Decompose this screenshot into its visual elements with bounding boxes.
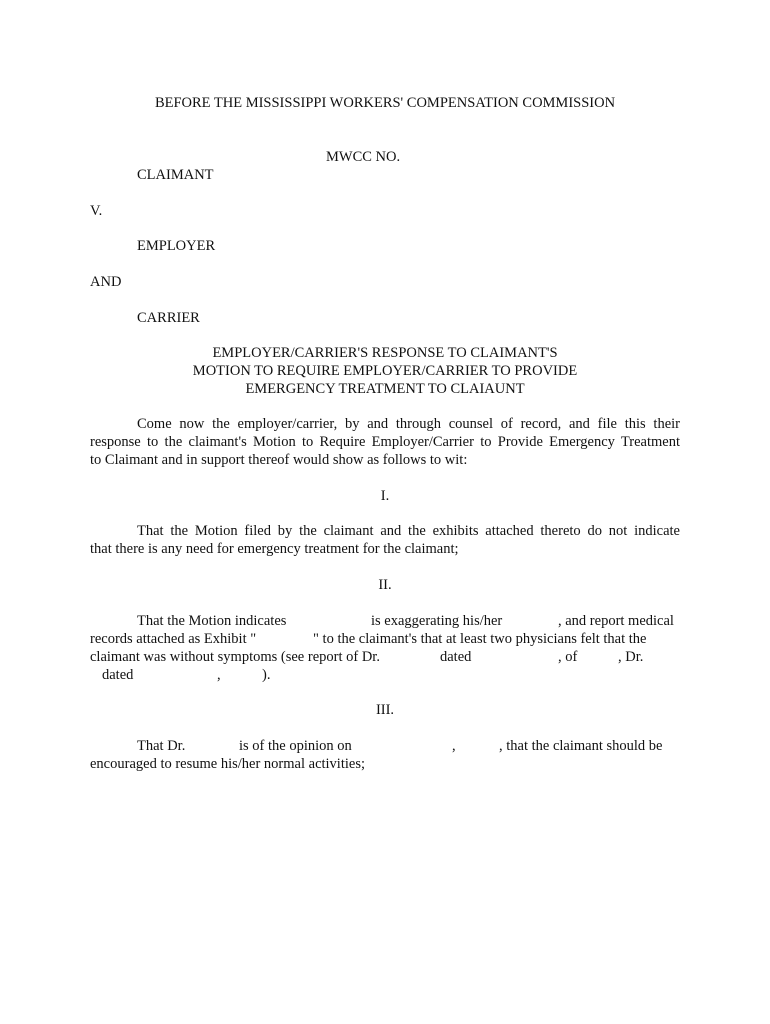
section-2-line-3 — [90, 648, 680, 666]
section-2-text: , and report medical — [558, 613, 674, 629]
party-employer: EMPLOYER — [137, 238, 216, 254]
document-title — [90, 344, 680, 398]
section-2-text: " to the claimant's that at least two physicians felt that the — [313, 631, 647, 647]
intro-line: response to the claimant's Motion to Require Employer/Carrier to Provide Emergency Treatment — [90, 434, 680, 450]
section-2-text: is exaggerating his/her — [371, 613, 503, 629]
section-1-line: that there is any need for emergency treatment for the claimant; — [90, 541, 459, 557]
case-number-label: MWCC NO. — [326, 149, 401, 165]
section-2-line-2 — [90, 630, 680, 648]
section-3-text: That Dr. — [137, 738, 186, 754]
section-2-line-1 — [90, 612, 680, 630]
title-line: EMERGENCY TREATMENT TO CLAIAUNT — [245, 381, 525, 397]
section-1-numeral: I. — [380, 488, 390, 504]
section-1-line: That the Motion filed by the claimant and the exhibits attached thereto do not indicate — [137, 523, 680, 539]
section-2-text: dated — [102, 667, 134, 683]
section-3-text: , that the claimant should be — [499, 738, 663, 754]
section-2-text: That the Motion indicates — [137, 613, 287, 629]
intro-line: to Claimant and in support thereof would show as follows to wit: — [90, 452, 468, 468]
section-2-text: records attached as Exhibit " — [90, 631, 257, 647]
title-line: MOTION TO REQUIRE EMPLOYER/CARRIER TO PROVIDE — [192, 363, 578, 379]
section-3-line-2: encouraged to resume his/her normal activities; — [90, 756, 366, 772]
section-3-line-1 — [90, 737, 680, 755]
party-claimant: CLAIMANT — [137, 167, 214, 183]
section-2-numeral: II. — [378, 577, 392, 593]
title-line: EMPLOYER/CARRIER'S RESPONSE TO CLAIMANT'S — [212, 345, 558, 361]
section-3-text: is of the opinion on — [239, 738, 352, 754]
party-carrier: CARRIER — [137, 310, 200, 326]
section-2-text: , Dr. — [618, 649, 644, 665]
section-2-text: dated — [440, 649, 472, 665]
court-heading: BEFORE THE MISSISSIPPI WORKERS' COMPENSATION COMMISSION — [154, 95, 616, 111]
section-1-paragraph — [90, 522, 680, 558]
section-2-text: , — [217, 667, 221, 683]
intro-paragraph — [90, 415, 680, 469]
section-2-line-4 — [90, 666, 680, 684]
party-versus: V. — [90, 203, 103, 219]
section-2-paragraph — [90, 612, 680, 684]
section-2-text: claimant was without symptoms (see report of Dr. — [90, 649, 380, 665]
section-2-text: , of — [558, 649, 578, 665]
section-3-text: , — [452, 738, 456, 754]
section-3-numeral: III. — [375, 702, 395, 718]
intro-line: Come now the employer/carrier, by and through counsel of record, and file this their — [137, 416, 680, 432]
party-and: AND — [90, 274, 122, 290]
section-2-text: ). — [262, 667, 271, 683]
section-3-paragraph — [90, 737, 680, 773]
